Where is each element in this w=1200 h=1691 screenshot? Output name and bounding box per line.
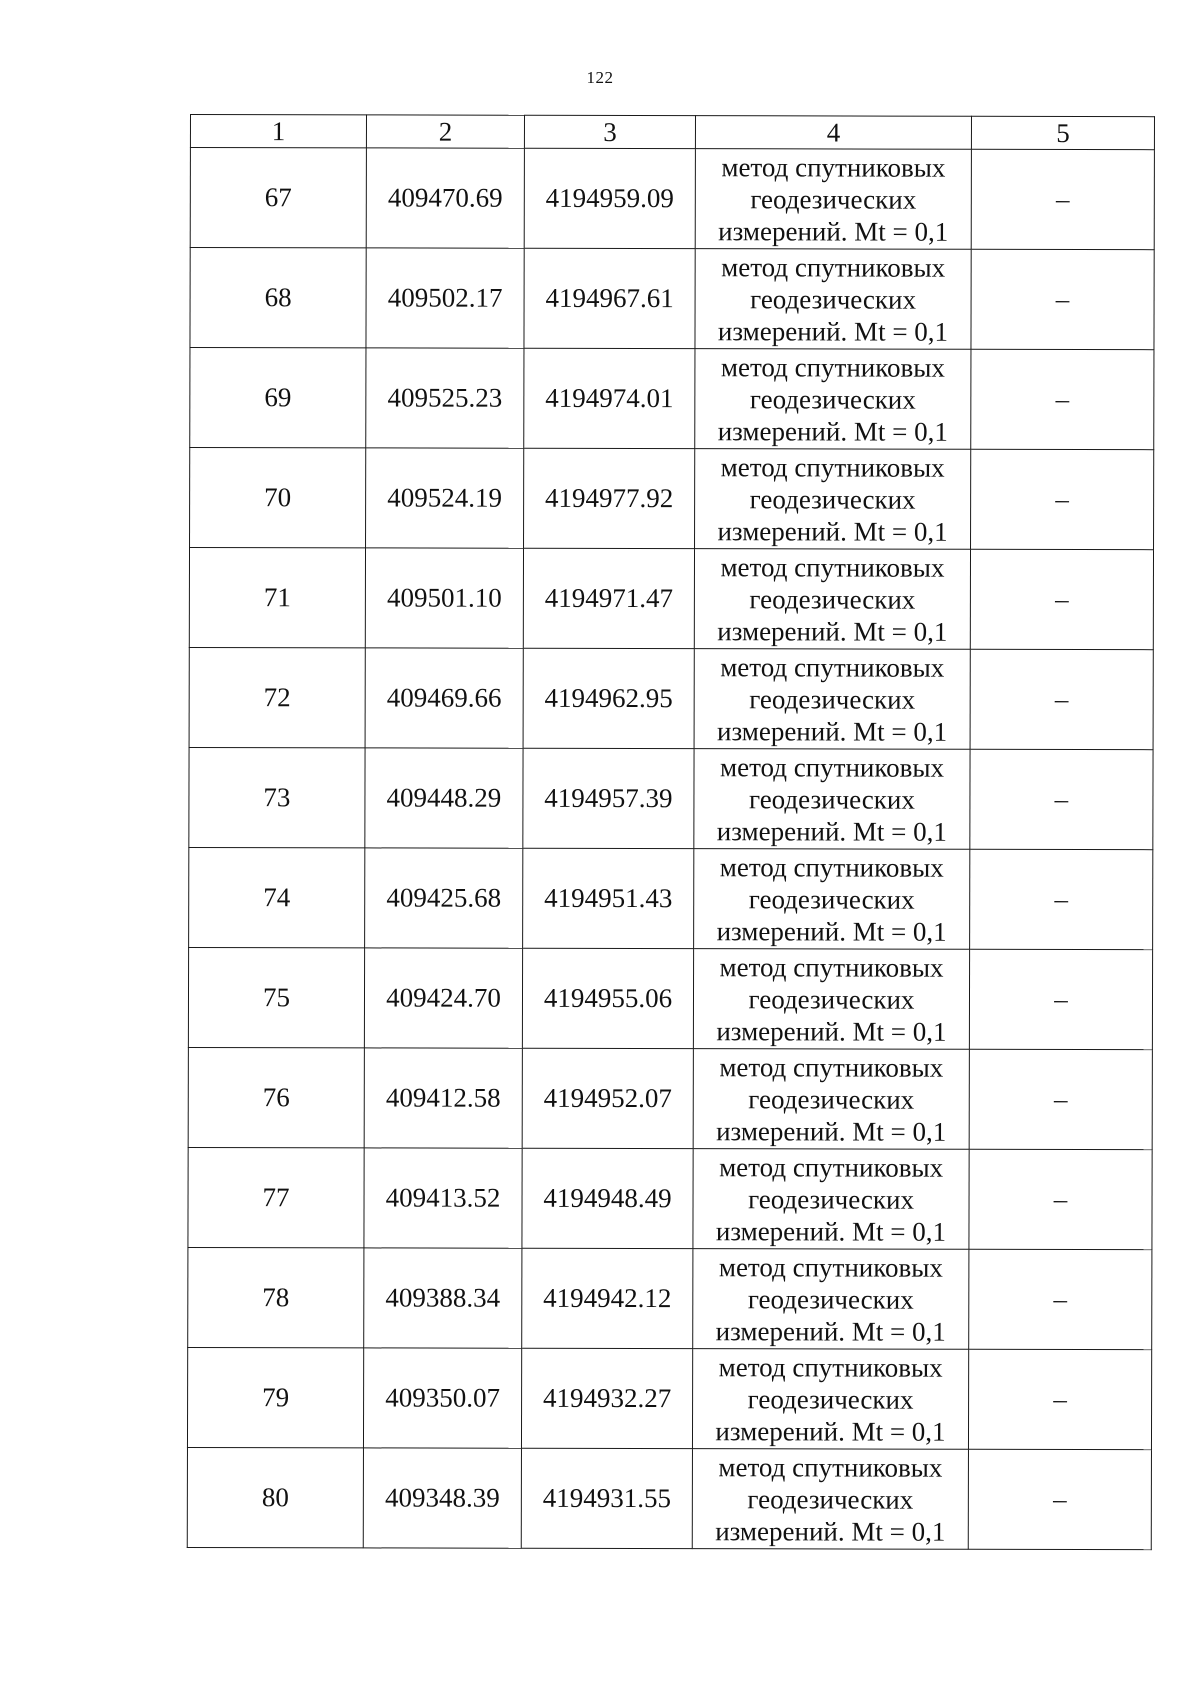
y-coordinate-cell: 4194951.43 bbox=[523, 848, 694, 948]
point-number-cell: 70 bbox=[190, 448, 366, 548]
x-coordinate-cell: 409412.58 bbox=[364, 1048, 522, 1148]
point-number-cell: 77 bbox=[188, 1147, 364, 1247]
note-cell: – bbox=[970, 649, 1153, 749]
method-cell: метод спутниковых геодезических измерений. Mt = 0,1 bbox=[695, 149, 971, 250]
note-cell: – bbox=[970, 849, 1153, 949]
table-row bbox=[189, 847, 1153, 949]
x-coordinate-cell: 409424.70 bbox=[364, 948, 522, 1048]
table-row bbox=[190, 348, 1154, 450]
note-cell: – bbox=[971, 249, 1154, 349]
y-coordinate-cell: 4194932.27 bbox=[521, 1348, 692, 1448]
point-number-cell: 79 bbox=[187, 1347, 363, 1447]
method-cell: метод спутниковых геодезических измерений. Mt = 0,1 bbox=[692, 1349, 968, 1450]
note-cell: – bbox=[968, 1449, 1151, 1549]
page-number: 122 bbox=[586, 68, 614, 87]
point-number-cell: 75 bbox=[188, 947, 364, 1047]
point-number-cell: 76 bbox=[188, 1047, 364, 1147]
table-row bbox=[190, 148, 1154, 250]
x-coordinate-cell: 409525.23 bbox=[366, 348, 524, 448]
note-cell: – bbox=[971, 349, 1154, 449]
point-number-cell: 68 bbox=[190, 248, 366, 348]
column-header: 3 bbox=[524, 115, 695, 148]
note-cell: – bbox=[969, 949, 1152, 1049]
y-coordinate-cell: 4194977.92 bbox=[524, 448, 695, 548]
point-number-cell: 80 bbox=[187, 1447, 363, 1547]
method-cell: метод спутниковых геодезических измерений. Mt = 0,1 bbox=[693, 1049, 969, 1150]
table-row bbox=[187, 1447, 1151, 1549]
point-number-cell: 78 bbox=[188, 1247, 364, 1347]
x-coordinate-cell: 409350.07 bbox=[363, 1348, 521, 1448]
column-header: 2 bbox=[366, 115, 524, 148]
table-row bbox=[188, 1147, 1152, 1249]
point-number-cell: 73 bbox=[189, 747, 365, 847]
note-cell: – bbox=[970, 549, 1153, 649]
table-header-row bbox=[190, 115, 1154, 150]
column-header: 4 bbox=[695, 116, 971, 150]
table-row bbox=[190, 248, 1154, 350]
method-cell: метод спутниковых геодезических измерений. Mt = 0,1 bbox=[695, 349, 971, 450]
point-number-cell: 71 bbox=[189, 548, 365, 648]
x-coordinate-cell: 409413.52 bbox=[364, 1148, 522, 1248]
point-number-cell: 67 bbox=[190, 148, 366, 248]
table-row bbox=[189, 747, 1153, 849]
table-row bbox=[189, 548, 1153, 650]
y-coordinate-cell: 4194967.61 bbox=[524, 248, 695, 348]
table-row bbox=[188, 947, 1152, 1049]
method-cell: метод спутниковых геодезических измерений. Mt = 0,1 bbox=[694, 849, 970, 950]
method-cell: метод спутниковых геодезических измерений. Mt = 0,1 bbox=[693, 949, 969, 1050]
method-cell: метод спутниковых геодезических измерений. Mt = 0,1 bbox=[693, 1249, 969, 1350]
method-cell: метод спутниковых геодезических измерений. Mt = 0,1 bbox=[695, 249, 971, 350]
method-cell: метод спутниковых геодезических измерений. Mt = 0,1 bbox=[692, 1449, 968, 1550]
x-coordinate-cell: 409524.19 bbox=[366, 448, 524, 548]
y-coordinate-cell: 4194948.49 bbox=[522, 1148, 693, 1248]
y-coordinate-cell: 4194959.09 bbox=[524, 148, 695, 248]
method-cell: метод спутниковых геодезических измерений. Mt = 0,1 bbox=[695, 449, 971, 550]
y-coordinate-cell: 4194962.95 bbox=[523, 648, 694, 748]
note-cell: – bbox=[970, 749, 1153, 849]
y-coordinate-cell: 4194942.12 bbox=[522, 1248, 693, 1348]
x-coordinate-cell: 409348.39 bbox=[363, 1448, 521, 1548]
table-row bbox=[189, 647, 1153, 749]
y-coordinate-cell: 4194974.01 bbox=[524, 348, 695, 448]
note-cell: – bbox=[971, 149, 1154, 249]
x-coordinate-cell: 409470.69 bbox=[366, 148, 524, 248]
method-cell: метод спутниковых геодезических измерений. Mt = 0,1 bbox=[693, 1149, 969, 1250]
column-header: 5 bbox=[971, 116, 1154, 149]
method-cell: метод спутниковых геодезических измерений. Mt = 0,1 bbox=[694, 549, 970, 650]
method-cell: метод спутниковых геодезических измерений. Mt = 0,1 bbox=[694, 649, 970, 750]
note-cell: – bbox=[969, 1149, 1152, 1249]
note-cell: – bbox=[968, 1349, 1151, 1449]
table-row bbox=[188, 1247, 1152, 1349]
note-cell: – bbox=[969, 1049, 1152, 1149]
x-coordinate-cell: 409502.17 bbox=[366, 248, 524, 348]
coordinates-table bbox=[187, 114, 1155, 1550]
point-number-cell: 69 bbox=[190, 348, 366, 448]
point-number-cell: 72 bbox=[189, 647, 365, 747]
note-cell: – bbox=[971, 449, 1154, 549]
y-coordinate-cell: 4194971.47 bbox=[523, 548, 694, 648]
method-cell: метод спутниковых геодезических измерений. Mt = 0,1 bbox=[694, 749, 970, 850]
x-coordinate-cell: 409501.10 bbox=[365, 548, 523, 648]
table-row bbox=[190, 448, 1154, 550]
x-coordinate-cell: 409469.66 bbox=[365, 648, 523, 748]
table-row bbox=[187, 1347, 1151, 1449]
y-coordinate-cell: 4194955.06 bbox=[522, 948, 693, 1048]
table-row bbox=[188, 1047, 1152, 1149]
y-coordinate-cell: 4194931.55 bbox=[521, 1448, 692, 1548]
x-coordinate-cell: 409425.68 bbox=[365, 848, 523, 948]
x-coordinate-cell: 409388.34 bbox=[364, 1248, 522, 1348]
x-coordinate-cell: 409448.29 bbox=[365, 748, 523, 848]
y-coordinate-cell: 4194952.07 bbox=[522, 1048, 693, 1148]
y-coordinate-cell: 4194957.39 bbox=[523, 748, 694, 848]
point-number-cell: 74 bbox=[189, 847, 365, 947]
column-header: 1 bbox=[190, 115, 366, 148]
note-cell: – bbox=[969, 1249, 1152, 1349]
